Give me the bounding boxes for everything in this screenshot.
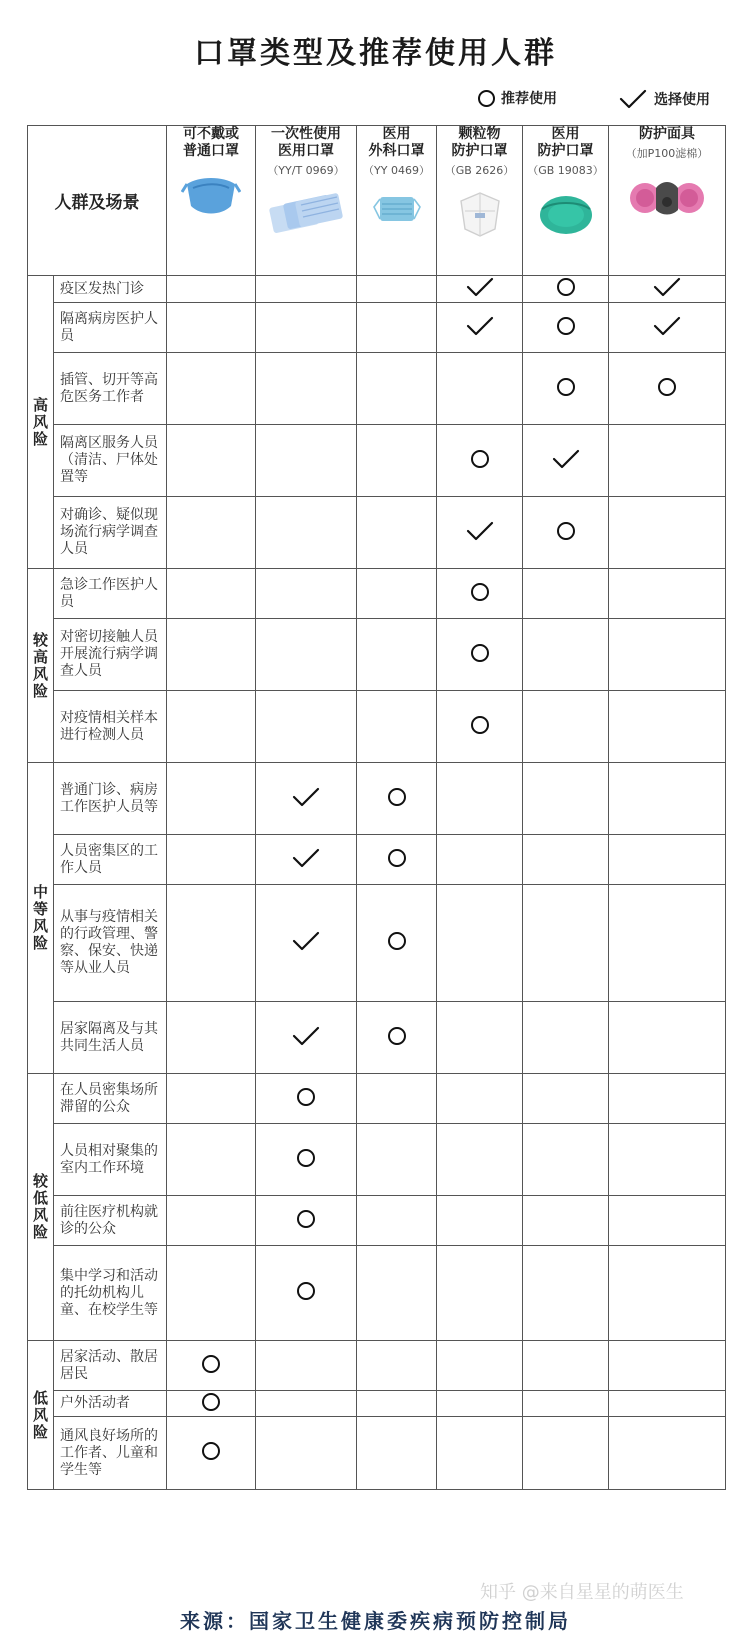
legend (470, 88, 740, 116)
mark-cell (357, 569, 437, 619)
mark-cell (523, 691, 609, 763)
scene-label: 在人员密集场所滞留的公众 (54, 1074, 167, 1124)
table-header-row (28, 126, 726, 276)
mark-cell (167, 353, 256, 425)
white-kn95-mask-icon (453, 189, 507, 239)
mark-cell (256, 1124, 357, 1196)
mark-cell (437, 1341, 523, 1391)
table-row (28, 1074, 726, 1124)
mark-cell (256, 1002, 357, 1074)
risk-group-label (28, 763, 54, 1074)
risk-group-text: 高风险 (32, 395, 48, 448)
mark-cell (609, 425, 726, 497)
scene-label: 居家隔离及与其共同生活人员 (54, 1002, 167, 1074)
table-row (28, 303, 726, 353)
mark-cell (357, 1341, 437, 1391)
mark-cell (256, 1341, 357, 1391)
mark-cell (167, 1417, 256, 1490)
legend-select-label: 选择使用 (654, 92, 710, 108)
mask-name-line2: 外科口罩 (368, 143, 425, 159)
respirator-face-mask-icon (628, 172, 706, 220)
green-n95-mask-icon (536, 189, 596, 237)
mark-cell (609, 1246, 726, 1341)
mark-cell (357, 1391, 437, 1417)
mark-cell (523, 276, 609, 303)
mark-cell (167, 763, 256, 835)
mark-cell (609, 497, 726, 569)
table-row (28, 619, 726, 691)
checkmark-icon (652, 276, 682, 298)
mark-cell (357, 691, 437, 763)
scene-label: 从事与疫情相关的行政管理、警察、保安、快递等从业人员 (54, 885, 167, 1002)
blue-fabric-mask-icon (181, 170, 241, 220)
mark-cell (523, 885, 609, 1002)
table-row (28, 1391, 726, 1417)
mark-cell (357, 1196, 437, 1246)
mask-standard: （YY/T 0969） (267, 164, 345, 177)
mark-cell (437, 763, 523, 835)
table-row (28, 353, 726, 425)
mark-cell (523, 835, 609, 885)
table-row (28, 497, 726, 569)
mark-cell (609, 619, 726, 691)
mark-cell (609, 303, 726, 353)
circle-icon (557, 317, 575, 335)
scene-label: 居家活动、散居居民 (54, 1341, 167, 1391)
risk-group-label (28, 1341, 54, 1490)
scene-label: 对密切接触人员开展流行病学调查人员 (54, 619, 167, 691)
checkmark-icon (465, 520, 495, 542)
mark-cell (167, 276, 256, 303)
mark-cell (437, 1002, 523, 1074)
mark-cell (256, 885, 357, 1002)
mask-header-4 (523, 126, 609, 276)
mark-cell (256, 619, 357, 691)
mark-cell (437, 619, 523, 691)
mark-cell (167, 1391, 256, 1417)
mark-cell (437, 1246, 523, 1341)
mark-cell (609, 763, 726, 835)
circle-icon (471, 583, 489, 601)
mark-cell (167, 1246, 256, 1341)
circle-icon (202, 1355, 220, 1373)
mark-cell (609, 1124, 726, 1196)
disposable-mask-stack-icon (267, 189, 345, 235)
mark-cell (256, 497, 357, 569)
scene-label: 急诊工作医护人员 (54, 569, 167, 619)
mark-cell (167, 303, 256, 353)
mark-cell (523, 1002, 609, 1074)
mask-name-line1: 医用 (551, 126, 580, 142)
mark-cell (523, 1074, 609, 1124)
table-row (28, 1124, 726, 1196)
mark-cell (357, 1002, 437, 1074)
mask-name-line1: 一次性使用 (271, 126, 341, 142)
circle-icon (557, 278, 575, 296)
circle-icon (388, 788, 406, 806)
table-row (28, 276, 726, 303)
mark-cell (256, 691, 357, 763)
mark-cell (357, 1246, 437, 1341)
mark-cell (256, 1391, 357, 1417)
checkmark-icon (465, 315, 495, 337)
checkmark-icon (465, 276, 495, 298)
mask-name-line2: 防护口罩 (451, 143, 508, 159)
mark-cell (523, 763, 609, 835)
mark-cell (256, 1074, 357, 1124)
mark-cell (437, 353, 523, 425)
legend-recommend-label: 推荐使用 (501, 91, 557, 107)
legend-select (618, 88, 710, 110)
circle-icon (202, 1393, 220, 1411)
table-row (28, 1417, 726, 1490)
table-row (28, 425, 726, 497)
mark-cell (609, 1196, 726, 1246)
mark-cell (357, 1124, 437, 1196)
risk-group-label (28, 276, 54, 569)
mark-cell (357, 1074, 437, 1124)
mark-cell (437, 497, 523, 569)
mark-cell (256, 276, 357, 303)
mask-standard: （YY 0469） (363, 164, 430, 177)
mark-cell (437, 885, 523, 1002)
table-row (28, 763, 726, 835)
mark-cell (437, 276, 523, 303)
scene-label: 对疫情相关样本进行检测人员 (54, 691, 167, 763)
checkmark-icon (291, 847, 321, 869)
mark-cell (523, 569, 609, 619)
mark-cell (437, 1196, 523, 1246)
page-title: 口罩类型及推荐使用人群 (194, 36, 557, 71)
mark-cell (523, 1196, 609, 1246)
circle-icon (557, 378, 575, 396)
mask-name-line1: 医用 (382, 126, 411, 142)
risk-group-text: 中等风险 (32, 883, 48, 952)
mark-cell (357, 303, 437, 353)
mask-standard: （加P100滤棉） (625, 147, 709, 160)
mark-cell (167, 1002, 256, 1074)
mark-cell (256, 763, 357, 835)
mask-name-line1: 可不戴或 (183, 126, 239, 142)
mask-header-0 (167, 126, 256, 276)
mark-cell (256, 1246, 357, 1341)
mark-cell (523, 303, 609, 353)
circle-icon (297, 1282, 315, 1300)
circle-icon (388, 932, 406, 950)
mark-cell (167, 1124, 256, 1196)
mark-cell (167, 1196, 256, 1246)
mark-cell (357, 276, 437, 303)
mask-name-line1: 颗粒物 (458, 126, 501, 142)
source-footer: 来源：国家卫生健康委疾病预防控制局 (180, 1609, 571, 1633)
checkmark-icon (551, 448, 581, 470)
mark-cell (523, 497, 609, 569)
mark-cell (167, 1341, 256, 1391)
mark-cell (609, 569, 726, 619)
circle-icon (388, 849, 406, 867)
scene-label: 对确诊、疑似现场流行病学调查人员 (54, 497, 167, 569)
mask-header-3 (437, 126, 523, 276)
circle-icon (471, 450, 489, 468)
mark-cell (523, 1124, 609, 1196)
mark-cell (523, 1246, 609, 1341)
mark-cell (167, 425, 256, 497)
table-row (28, 691, 726, 763)
circle-icon (388, 1027, 406, 1045)
mask-name-line2: 普通口罩 (183, 143, 239, 159)
watermark: 知乎 @来自星星的萌医生 (480, 1582, 684, 1603)
mark-cell (437, 569, 523, 619)
risk-group-text: 低风险 (32, 1388, 48, 1441)
mark-cell (256, 835, 357, 885)
mark-cell (357, 1417, 437, 1490)
mark-cell (609, 885, 726, 1002)
scene-label: 疫区发热门诊 (54, 276, 167, 303)
mark-cell (437, 1124, 523, 1196)
mark-cell (437, 303, 523, 353)
circle-icon (658, 378, 676, 396)
circle-icon (297, 1149, 315, 1167)
scene-label: 人员密集区的工作人员 (54, 835, 167, 885)
table-row (28, 1196, 726, 1246)
mask-header-5 (609, 126, 726, 276)
mark-cell (609, 1074, 726, 1124)
mask-name-line2: 防护口罩 (537, 143, 594, 159)
mark-cell (437, 1417, 523, 1490)
mark-cell (523, 619, 609, 691)
mark-cell (167, 497, 256, 569)
scene-label: 通风良好场所的工作者、儿童和学生等 (54, 1417, 167, 1490)
mark-cell (609, 276, 726, 303)
circle-icon (297, 1088, 315, 1106)
mark-cell (609, 353, 726, 425)
table-row (28, 1246, 726, 1341)
mark-cell (609, 1391, 726, 1417)
mark-cell (609, 691, 726, 763)
mark-cell (256, 1196, 357, 1246)
mark-cell (256, 1417, 357, 1490)
mask-recommendation-table (27, 125, 726, 1490)
circle-icon (297, 1210, 315, 1228)
mask-standard: （GB 2626） (444, 164, 515, 177)
mark-cell (357, 425, 437, 497)
table-row (28, 835, 726, 885)
mark-cell (609, 1417, 726, 1490)
scene-label: 普通门诊、病房工作医护人员等 (54, 763, 167, 835)
scene-label: 插管、切开等高危医务工作者 (54, 353, 167, 425)
risk-group-label (28, 569, 54, 763)
mark-cell (357, 763, 437, 835)
mask-standard: （GB 19083） (527, 164, 604, 177)
mark-cell (523, 1417, 609, 1490)
mark-cell (256, 353, 357, 425)
scene-label: 隔离区服务人员（清洁、尸体处置等 (54, 425, 167, 497)
mask-name-line1: 防护面具 (639, 126, 695, 142)
mask-header-2 (357, 126, 437, 276)
checkmark-icon (291, 786, 321, 808)
mark-cell (437, 1391, 523, 1417)
mark-cell (523, 1391, 609, 1417)
corner-header: 人群及场景 (28, 126, 167, 276)
mark-cell (167, 569, 256, 619)
mark-cell (523, 353, 609, 425)
checkmark-icon (652, 315, 682, 337)
scene-label: 集中学习和活动的托幼机构儿童、在校学生等 (54, 1246, 167, 1341)
mark-cell (437, 425, 523, 497)
mark-cell (256, 569, 357, 619)
mark-cell (167, 1074, 256, 1124)
mark-cell (609, 1002, 726, 1074)
circle-icon (471, 716, 489, 734)
checkmark-icon (618, 88, 648, 110)
circle-icon (478, 90, 495, 107)
mark-cell (167, 619, 256, 691)
mark-cell (167, 835, 256, 885)
checkmark-icon (291, 1025, 321, 1047)
risk-group-text: 较高风险 (32, 630, 48, 700)
scene-label: 隔离病房医护人员 (54, 303, 167, 353)
circle-icon (202, 1442, 220, 1460)
table-row (28, 885, 726, 1002)
mark-cell (256, 425, 357, 497)
mark-cell (437, 691, 523, 763)
checkmark-icon (291, 930, 321, 952)
mark-cell (256, 303, 357, 353)
legend-recommend (478, 88, 557, 108)
mark-cell (357, 885, 437, 1002)
mark-cell (437, 1074, 523, 1124)
circle-icon (557, 522, 575, 540)
mark-cell (357, 353, 437, 425)
mark-cell (609, 1341, 726, 1391)
scene-label: 人员相对聚集的室内工作环境 (54, 1124, 167, 1196)
mask-name-line2: 医用口罩 (278, 143, 334, 159)
scene-label: 户外活动者 (54, 1391, 167, 1417)
circle-icon (471, 644, 489, 662)
mask-header-1 (256, 126, 357, 276)
mark-cell (523, 1341, 609, 1391)
mark-cell (523, 425, 609, 497)
scene-label: 前往医疗机构就诊的公众 (54, 1196, 167, 1246)
mark-cell (357, 619, 437, 691)
risk-group-text: 较低风险 (32, 1172, 48, 1241)
surgical-mask-icon (372, 189, 422, 229)
mark-cell (357, 835, 437, 885)
mark-cell (357, 497, 437, 569)
table-row (28, 569, 726, 619)
mark-cell (167, 885, 256, 1002)
risk-group-label (28, 1074, 54, 1341)
table-row (28, 1341, 726, 1391)
mark-cell (437, 835, 523, 885)
mark-cell (609, 835, 726, 885)
table-row (28, 1002, 726, 1074)
mark-cell (167, 691, 256, 763)
